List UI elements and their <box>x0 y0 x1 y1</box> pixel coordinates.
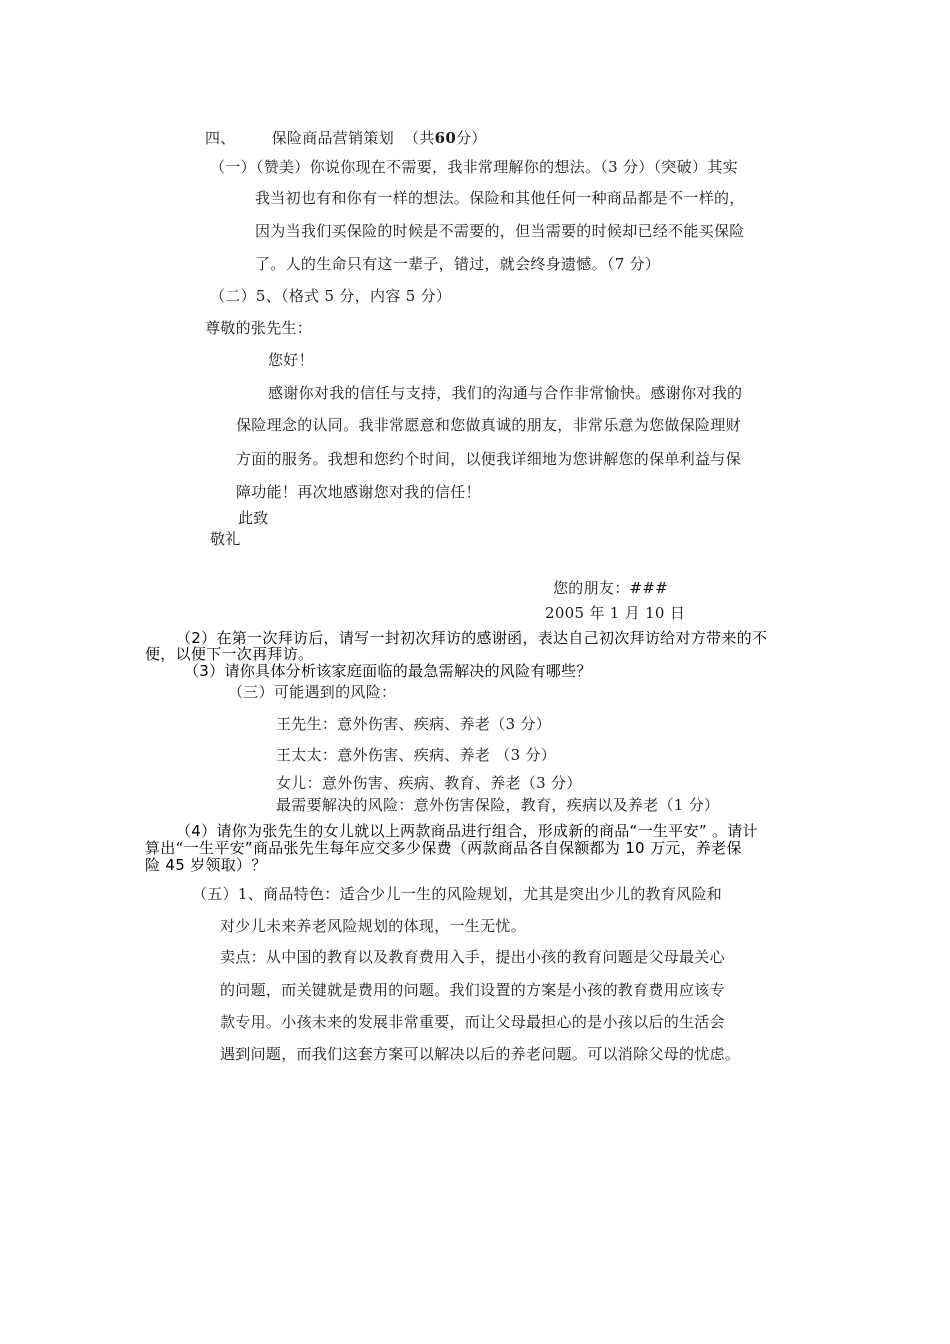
question3-text: （3）请你具体分析该家庭面临的最急需解决的风险有哪些？ <box>184 662 592 680</box>
letter-greeting: 您好！ <box>268 351 314 369</box>
letter-date: 2005 年 1 月 10 日 <box>545 604 686 622</box>
section-score-prefix: （共 <box>404 129 435 147</box>
letter-closing-1: 此致 <box>238 509 269 527</box>
part5-line-1: （五）1、商品特色：适合少儿一生的风险规划，尤其是突出少儿的教育风险和 <box>192 885 723 903</box>
part5-line-5: 款专用。小孩未来的发展非常重要，而让父母最担心的是小孩以后的生活会 <box>220 1013 725 1031</box>
letter-body-line-1: 感谢你对我的信任与支持，我们的沟通与合作非常愉快。感谢你对我的 <box>268 384 743 402</box>
part3-line-2: 王太太：意外伤害、疾病、养老 （3 分） <box>276 746 557 764</box>
section-number: 四、 <box>205 129 236 147</box>
part2-heading: （二）5、（格式 5 分，内容 5 分） <box>210 287 452 305</box>
letter-body-line-4: 障功能！再次地感谢您对我的信任！ <box>236 483 481 501</box>
letter-salutation: 尊敬的张先生： <box>205 319 313 337</box>
part1-line-1: （一）（赞美）你说你现在不需要，我非常理解你的想法。（3 分）（突破）其实 <box>210 158 738 176</box>
section-score-value: 60 <box>434 129 457 147</box>
question4-line-2: 算出“一生平安”商品张先生每年应交多少保费（两款商品各自保额都为 10 万元，养老保 <box>145 839 742 857</box>
letter-body-line-2: 保险理念的认同。我非常愿意和您做真诚的朋友，非常乐意为您做保险理财 <box>236 416 741 434</box>
letter-closing-2: 敬礼 <box>210 530 241 548</box>
letter-body-line-3: 方面的服务。我想和您约个时间，以便我详细地为您讲解您的保单利益与保 <box>236 450 741 468</box>
part3-line-4: 最需要解决的风险：意外伤害保险，教育，疾病以及养老（1 分） <box>276 796 720 814</box>
question4-line-3: 险 45 岁领取）？ <box>145 856 267 874</box>
part3-heading: （三）可能遇到的风险： <box>228 683 397 701</box>
question2-line-1: （2）在第一次拜访后，请写一封初次拜访的感谢函，表达自己初次拜访给对方带来的不 <box>176 629 768 647</box>
part5-line-4: 的问题，而关键就是费用的问题。我们设置的方案是小孩的教育费用应该专 <box>220 981 725 999</box>
part3-line-3: 女儿：意外伤害、疾病、教育、养老（3 分） <box>276 774 582 792</box>
part3-line-1: 王先生：意外伤害、疾病、养老（3 分） <box>276 715 552 733</box>
section-score-suffix: 分） <box>456 129 487 147</box>
part1-line-4: 了。人的生命只有这一辈子，错过，就会终身遗憾。（7 分） <box>255 255 661 273</box>
part5-line-3: 卖点：从中国的教育以及教育费用入手，提出小孩的教育问题是父母最关心 <box>220 948 725 966</box>
question4-line-1: （4）请你为张先生的女儿就以上两款商品进行组合，形成新的商品“一生平安” 。请计 <box>176 822 758 840</box>
section-title: 保险商品营销策划 <box>271 129 395 147</box>
section-heading <box>205 128 487 148</box>
part1-line-2: 我当初也有和你有一样的想法。保险和其他任何一种商品都是不一样的， <box>255 189 745 207</box>
part5-line-2: 对少儿未来养老风险规划的体现，一生无忧。 <box>220 917 527 935</box>
part5-line-6: 遇到问题，而我们这套方案可以解决以后的养老问题。可以消除父母的忧虑。 <box>220 1045 741 1063</box>
question2-line-2: 便，以便下一次再拜访。 <box>145 645 314 663</box>
letter-signature: 您的朋友：### <box>553 579 669 597</box>
part1-line-3: 因为当我们买保险的时候是不需要的，但当需要的时候却已经不能买保险 <box>255 222 745 240</box>
